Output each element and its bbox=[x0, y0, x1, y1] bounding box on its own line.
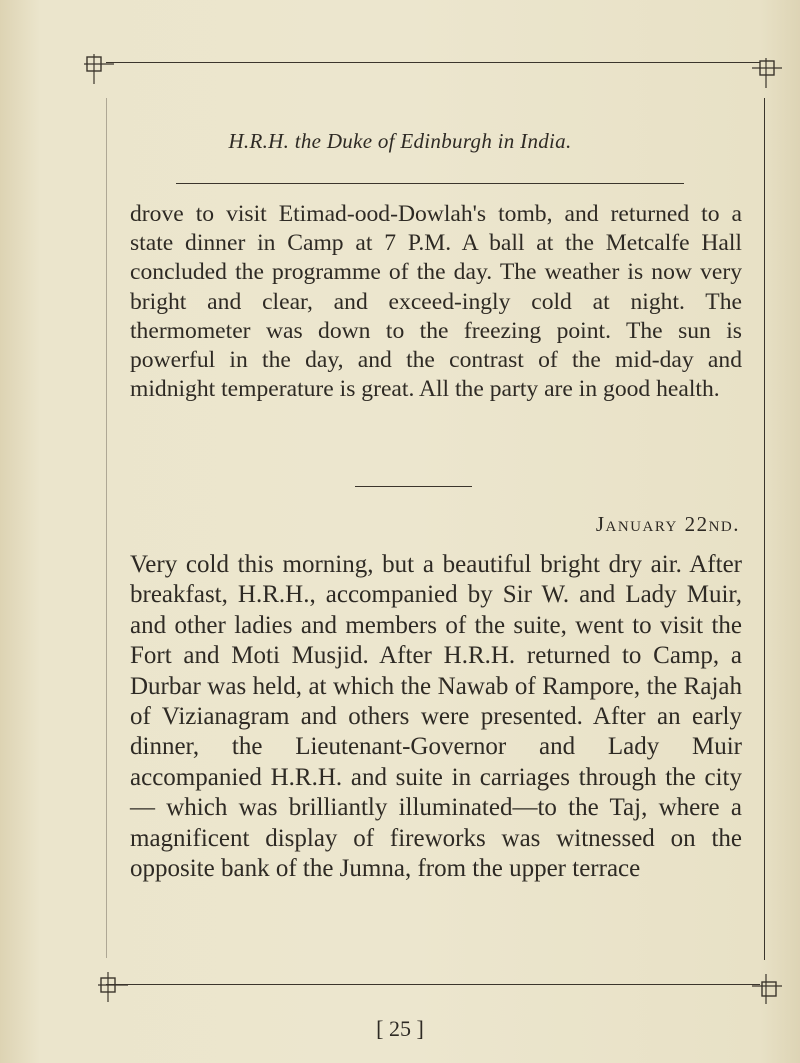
section-divider bbox=[355, 486, 472, 487]
bottom-frame-rule bbox=[106, 984, 760, 985]
corner-ornament-bottom-left bbox=[98, 972, 128, 1002]
header-rule bbox=[176, 183, 684, 184]
corner-ornament-top-right bbox=[752, 58, 782, 88]
corner-ornament-bottom-right bbox=[752, 974, 782, 1004]
left-frame-rule bbox=[106, 98, 107, 958]
page-number: [ 25 ] bbox=[376, 1016, 424, 1041]
paragraph-january-22: Very cold this morning, but a beautiful bright dry air. After breakfast, H.R.H., accompanied by Sir W. and Lady Muir, and other ladies and members of the suite, went to visit the Fort and Moti Musjid. After H.R.H. returned to Camp, a Durbar was held, at which the Nawab of Rampore, the Rajah of Vizianagram and others were presented. After an early dinner, the Lieutenant-Governor and Lady Muir accompanied H.R.H. and suite in carriages through the city— which was brilliantly illuminated—to the Taj, where a magnificent display of fireworks was witnessed on the opposite bank of the Jumna, from the upper terrace bbox=[130, 551, 742, 883]
paragraph-continued: drove to visit Etimad-ood-Dowlah's tomb, and returned to a state dinner in Camp at 7 P.M. A ball at the Metcalfe Hall concluded the programme of the day. The weather is now very bright and clear, and exceed-ingly cold at night. The thermometer was down to the freezing point. The sun is powerful in the day, and the contrast of the mid-day and midnight temperature is great. All the party are in good health. bbox=[130, 201, 742, 403]
running-head: H.R.H. the Duke of Edinburgh in India. bbox=[228, 129, 572, 153]
top-frame-rule bbox=[106, 62, 760, 63]
date-heading: January 22nd. bbox=[595, 512, 740, 536]
right-frame-rule bbox=[764, 98, 765, 960]
corner-ornament-top-left bbox=[84, 54, 114, 84]
